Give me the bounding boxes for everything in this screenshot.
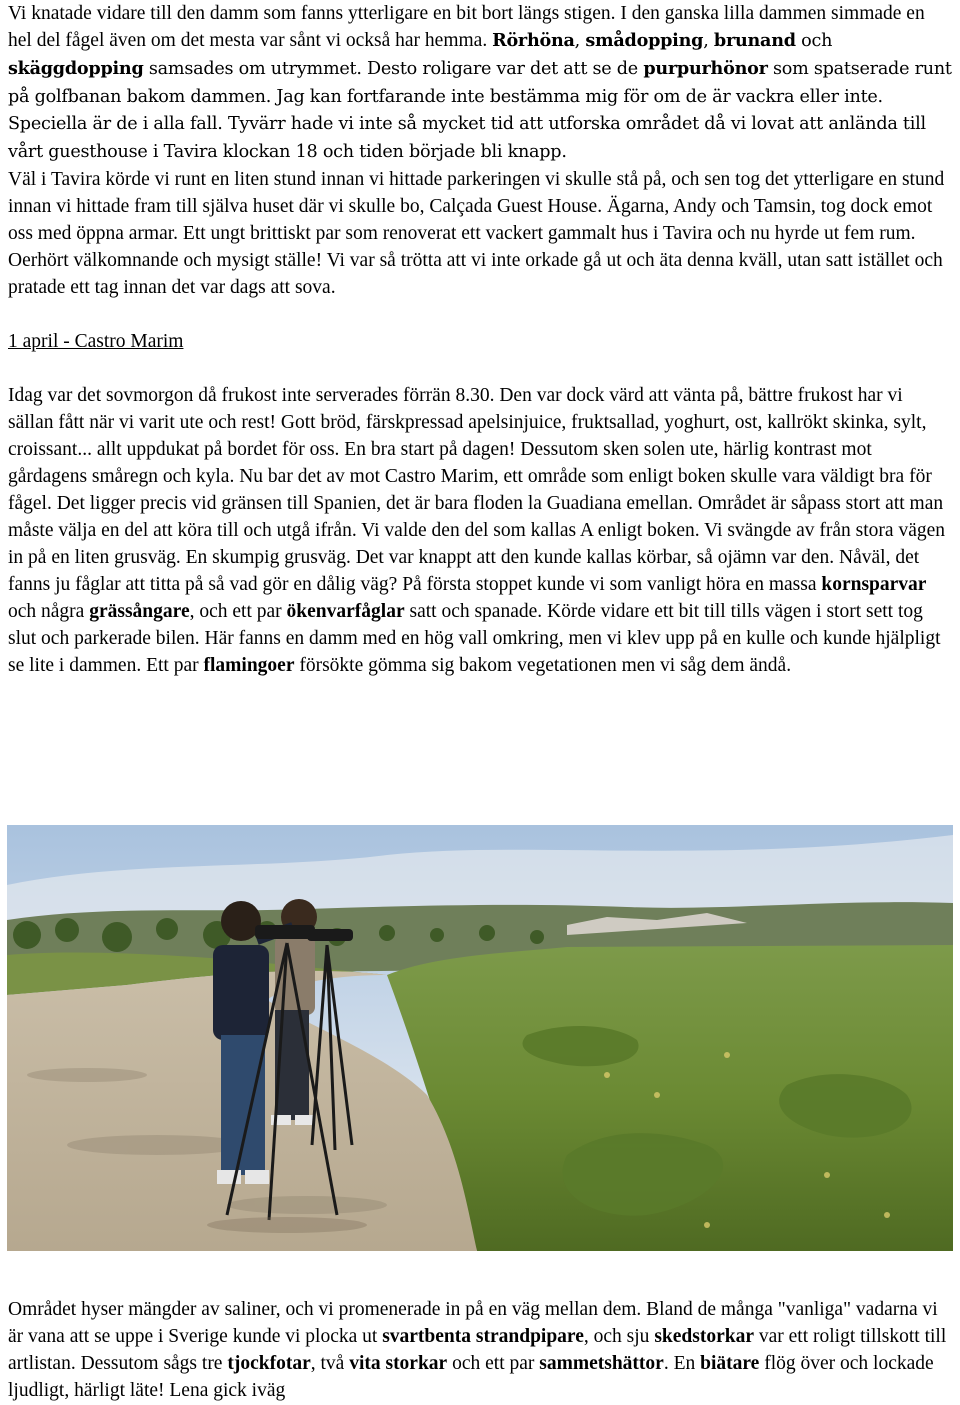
text-segment: och ett par xyxy=(447,1353,540,1374)
blog-page-continued xyxy=(8,1296,952,1404)
text-segment: , xyxy=(703,31,714,51)
text-segment: Området hyser mängder av saliner, och vi promenerade in på en väg mellan dem. Bland de många "vanliga" vadarna vi är vana att se uppe i Sverige kunde vi plocka ut xyxy=(8,1299,938,1347)
species-name: kornsparvar xyxy=(821,573,927,595)
birdwatching-photo xyxy=(7,825,953,1251)
text-segment: och några xyxy=(8,600,90,622)
species-name: Rörhöna xyxy=(492,30,575,51)
text-segment: försökte gömma sig bakom vegetationen men vi såg dem ändå. xyxy=(294,654,792,676)
blog-page xyxy=(8,0,952,679)
text-segment: . En xyxy=(663,1353,701,1374)
species-name: grässångare xyxy=(89,600,190,622)
species-name: tjockfotar xyxy=(227,1353,311,1374)
text-segment: , och ett par xyxy=(189,600,287,622)
text-segment: , och sju xyxy=(583,1326,655,1347)
text-segment: Vi knatade vidare till den damm som fanns ytterligare en bit bort längs stigen. I den ganska lilla dammen simmade en hel del fågel även om det mesta var sånt vi också har hemma. xyxy=(8,3,925,51)
species-name: skedstorkar xyxy=(654,1326,754,1347)
species-name: smådopping xyxy=(585,30,704,51)
text-segment: Idag var det sovmorgon då frukost inte serverades förrän 8.30. Den var dock värd att vänta på, bättre frukost har vi sällan fått när vi varit ute och rest! Gott bröd, färskpressad apelsinjuice, fruktsallad, yoghurt, ost, kallrökt skinka, sylt, croissant... allt uppdukat på bordet för oss. En bra start på dagen! Dessutom sken solen ute, härlig kontrast mot gårdagens småregn och kyla. Nu bar det av mot Castro Marim, ett område som enligt boken skulle vara väldigt bra för fågel. Det ligger precis vid gränsen till Spanien, det är bara floden la Guadiana emellan. Området är såpass stort att man måste välja en del att köra till och utgå ifrån. Vi valde den del som kallas A enligt boken. Vi svängde av från stora vägen in på en liten grusväg. En skumpig grusväg. Det var knappt att den kunde kallas körbar, så ojämn var den. Nåväl, det fanns ju fåglar att titta på så vad gör en dålig väg? På första stoppet kunde vi som vanligt höra en massa xyxy=(8,384,946,595)
paragraph-saliner xyxy=(8,1296,952,1404)
text-segment: och xyxy=(795,31,833,51)
species-name: biätare xyxy=(700,1353,760,1374)
species-name: flamingoer xyxy=(203,654,295,676)
species-name: svartbenta strandpipare xyxy=(382,1326,584,1347)
text-segment: , xyxy=(574,31,586,51)
species-name: ökenvarfåglar xyxy=(286,600,405,622)
paragraph-tavira: Väl i Tavira körde vi runt en liten stund innan vi hittade parkeringen vi skulle stå på, och sen tog det ytterligare en stund innan vi hittade fram till själva huset där vi skulle bo, Calçada Guest House. Ägarna, Andy och Tamsin, tog dock emot oss med öppna armar. Ett ungt brittiskt par som renoverat ett vackert gammalt hus i Tavira och nu hyrde ut fem rum. Oerhört välkomnande och mysigt ställe! Vi var så trötta att vi inte orkade gå ut och äta denna kväll, utan satt istället och pratade ett tag innan det var dags att sova. xyxy=(8,168,945,298)
text-segment: flög över och lockade ljudligt, härligt läte! Lena gick iväg xyxy=(8,1353,934,1401)
text-segment: , två xyxy=(310,1353,350,1374)
species-name: brunand xyxy=(713,30,796,51)
paragraph-arrival-pond xyxy=(8,0,952,166)
text-segment: samsades om utrymmet. Desto roligare var det att se de xyxy=(143,58,644,79)
paragraph-castro-marim xyxy=(8,382,952,679)
text-segment: var ett roligt tillskott till artlistan. Dessutom sågs tre xyxy=(8,1326,947,1374)
species-name: vita storkar xyxy=(349,1353,448,1374)
species-name: purpurhönor xyxy=(643,57,768,79)
text-segment: satt och spanade. Körde vidare ett bit till tills vägen i stort sett tog slut och parkerade bilen. Här fanns en damm med en hög vall omkring, men vi klev upp på en kulle och kunde hjälpligt se lite i dammen. Ett par xyxy=(8,600,941,676)
day-heading: 1 april - Castro Marim xyxy=(8,330,184,352)
species-name: sammetshättor xyxy=(539,1353,664,1374)
species-name: skäggdopping xyxy=(8,57,144,79)
text-segment: som spatserade runt på golfbanan bakom dammen. Jag kan fortfarande inte bestämma mig för om de är vackra eller inte. Speciella är de i alla fall. Tyvärr hade vi inte så mycket tid att utforska området då vi lovat att anlända till vårt guesthouse i Tavira klockan 18 och tiden började bli knapp. xyxy=(8,58,952,163)
